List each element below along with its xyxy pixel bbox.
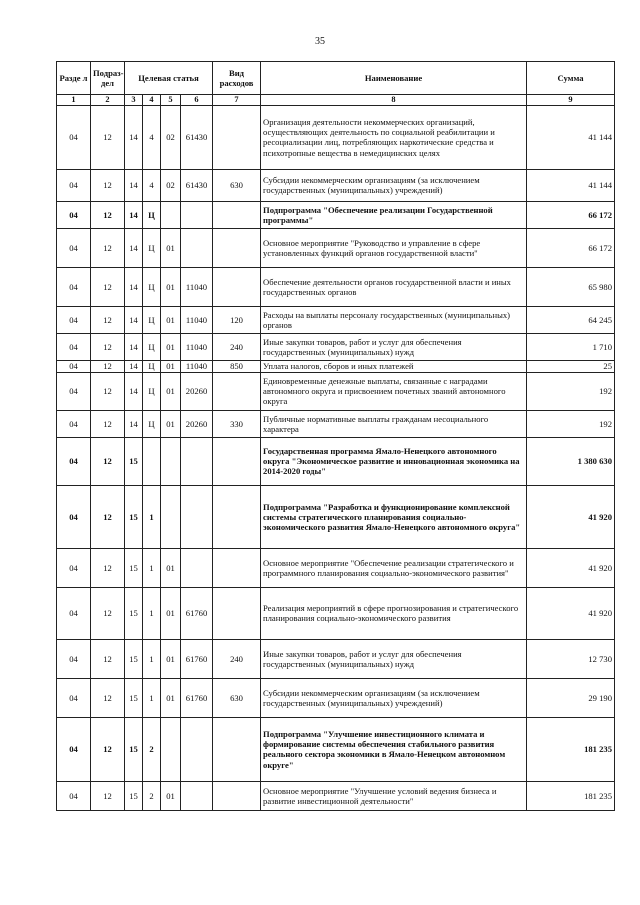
target-code-1: 15: [125, 717, 143, 781]
target-code-1: 14: [125, 306, 143, 333]
target-code-2: 1: [143, 639, 161, 678]
header-name: Наименование: [261, 62, 527, 95]
sum-cell: 41 144: [527, 169, 615, 201]
target-code-4: [181, 201, 213, 228]
target-code-1: 14: [125, 267, 143, 306]
target-code-1: 14: [125, 360, 143, 372]
sum-cell: 41 144: [527, 105, 615, 169]
column-index-row: [57, 95, 615, 106]
section-cell: 04: [57, 360, 91, 372]
target-code-1: 15: [125, 485, 143, 548]
target-code-1: 14: [125, 228, 143, 267]
target-code-1: 15: [125, 781, 143, 810]
target-code-4: 61430: [181, 169, 213, 201]
table-row: [57, 360, 615, 372]
table-row: [57, 201, 615, 228]
target-code-3: 02: [161, 105, 181, 169]
table-row: [57, 105, 615, 169]
subsection-cell: 12: [91, 306, 125, 333]
target-code-2: Ц: [143, 306, 161, 333]
sum-cell: 181 235: [527, 781, 615, 810]
target-code-4: 61760: [181, 587, 213, 639]
subsection-cell: 12: [91, 717, 125, 781]
target-code-3: 01: [161, 781, 181, 810]
expense-type-cell: 630: [213, 678, 261, 717]
target-code-3: 01: [161, 228, 181, 267]
target-code-1: 14: [125, 333, 143, 360]
target-code-2: Ц: [143, 201, 161, 228]
name-cell: Государственная программа Ямало-Ненецкого автономного округа "Экономическое развитие и инновационная экономика на 2014-2020 годы": [261, 437, 527, 485]
target-code-2: 1: [143, 548, 161, 587]
subsection-cell: 12: [91, 678, 125, 717]
subsection-cell: 12: [91, 201, 125, 228]
sum-cell: 41 920: [527, 548, 615, 587]
sum-cell: 181 235: [527, 717, 615, 781]
target-code-4: 61430: [181, 105, 213, 169]
section-cell: 04: [57, 437, 91, 485]
target-code-4: 11040: [181, 306, 213, 333]
column-index: 8: [261, 95, 527, 106]
section-cell: 04: [57, 678, 91, 717]
target-code-2: Ц: [143, 360, 161, 372]
section-cell: 04: [57, 372, 91, 410]
section-cell: 04: [57, 105, 91, 169]
table-row: [57, 267, 615, 306]
section-cell: 04: [57, 485, 91, 548]
section-cell: 04: [57, 201, 91, 228]
section-cell: 04: [57, 410, 91, 437]
section-cell: 04: [57, 717, 91, 781]
table-row: [57, 437, 615, 485]
expense-type-cell: [213, 548, 261, 587]
expense-type-cell: 240: [213, 333, 261, 360]
section-cell: 04: [57, 548, 91, 587]
table-row: [57, 587, 615, 639]
name-cell: Единовременные денежные выплаты, связанные с наградами автономного округа и присвоением почетных званий автономного округа: [261, 372, 527, 410]
target-code-4: 11040: [181, 267, 213, 306]
target-code-1: 15: [125, 587, 143, 639]
expense-type-cell: [213, 781, 261, 810]
target-code-3: 01: [161, 410, 181, 437]
name-cell: Основное мероприятие "Обеспечение реализации стратегического и программного планирования социально-экономического развития": [261, 548, 527, 587]
table-row: [57, 485, 615, 548]
header-section: Разде л: [57, 62, 91, 95]
target-code-2: Ц: [143, 410, 161, 437]
table-row: [57, 333, 615, 360]
target-code-3: [161, 201, 181, 228]
table-row: [57, 548, 615, 587]
expense-type-cell: [213, 372, 261, 410]
name-cell: Основное мероприятие "Улучшение условий ведения бизнеса и развитие инвестиционной деятельности": [261, 781, 527, 810]
sum-cell: 65 980: [527, 267, 615, 306]
target-code-3: 01: [161, 333, 181, 360]
target-code-4: [181, 781, 213, 810]
name-cell: Иные закупки товаров, работ и услуг для обеспечения государственных (муниципальных) нужд: [261, 639, 527, 678]
column-index: 2: [91, 95, 125, 106]
target-code-4: 11040: [181, 360, 213, 372]
target-code-2: 1: [143, 485, 161, 548]
sum-cell: 41 920: [527, 485, 615, 548]
target-code-3: 02: [161, 169, 181, 201]
expense-type-cell: [213, 437, 261, 485]
column-index: 3: [125, 95, 143, 106]
budget-table: [56, 61, 615, 811]
table-row: [57, 169, 615, 201]
subsection-cell: 12: [91, 485, 125, 548]
sum-cell: 192: [527, 410, 615, 437]
sum-cell: 25: [527, 360, 615, 372]
target-code-1: 14: [125, 169, 143, 201]
target-code-2: 1: [143, 678, 161, 717]
table-row: [57, 410, 615, 437]
subsection-cell: 12: [91, 781, 125, 810]
section-cell: 04: [57, 228, 91, 267]
target-code-1: 15: [125, 678, 143, 717]
target-code-2: 2: [143, 781, 161, 810]
target-code-3: 01: [161, 678, 181, 717]
target-code-3: 01: [161, 548, 181, 587]
sum-cell: 64 245: [527, 306, 615, 333]
target-code-3: 01: [161, 267, 181, 306]
header-target-article: Целевая статья: [125, 62, 213, 95]
table-row: [57, 228, 615, 267]
target-code-2: 2: [143, 717, 161, 781]
target-code-3: 01: [161, 587, 181, 639]
expense-type-cell: [213, 105, 261, 169]
column-index: 5: [161, 95, 181, 106]
target-code-3: 01: [161, 639, 181, 678]
column-index: 4: [143, 95, 161, 106]
target-code-4: 61760: [181, 678, 213, 717]
expense-type-cell: 630: [213, 169, 261, 201]
expense-type-cell: 240: [213, 639, 261, 678]
target-code-2: Ц: [143, 267, 161, 306]
name-cell: Реализация мероприятий в сфере прогнозирования и стратегического планирования социально-экономического развития: [261, 587, 527, 639]
header-sum: Сумма: [527, 62, 615, 95]
target-code-2: 4: [143, 105, 161, 169]
sum-cell: 29 190: [527, 678, 615, 717]
target-code-3: [161, 485, 181, 548]
target-code-4: 61760: [181, 639, 213, 678]
subsection-cell: 12: [91, 360, 125, 372]
target-code-1: 15: [125, 437, 143, 485]
target-code-3: [161, 437, 181, 485]
target-code-3: 01: [161, 306, 181, 333]
sum-cell: 41 920: [527, 587, 615, 639]
header-expense-type: Вид расходов: [213, 62, 261, 95]
subsection-cell: 12: [91, 228, 125, 267]
target-code-1: 14: [125, 410, 143, 437]
section-cell: 04: [57, 781, 91, 810]
target-code-4: [181, 437, 213, 485]
name-cell: Иные закупки товаров, работ и услуг для обеспечения государственных (муниципальных) нужд: [261, 333, 527, 360]
table-row: [57, 717, 615, 781]
sum-cell: 1 710: [527, 333, 615, 360]
target-code-4: 20260: [181, 372, 213, 410]
sum-cell: 1 380 630: [527, 437, 615, 485]
subsection-cell: 12: [91, 105, 125, 169]
subsection-cell: 12: [91, 410, 125, 437]
expense-type-cell: [213, 201, 261, 228]
sum-cell: 12 730: [527, 639, 615, 678]
expense-type-cell: 330: [213, 410, 261, 437]
name-cell: Подпрограмма "Обеспечение реализации Государственной программы": [261, 201, 527, 228]
column-index: 7: [213, 95, 261, 106]
subsection-cell: 12: [91, 267, 125, 306]
expense-type-cell: [213, 485, 261, 548]
target-code-4: [181, 548, 213, 587]
subsection-cell: 12: [91, 548, 125, 587]
table-body: [57, 105, 615, 810]
subsection-cell: 12: [91, 639, 125, 678]
name-cell: Субсидии некоммерческим организациям (за исключением государственных (муниципальных) учреждений): [261, 169, 527, 201]
target-code-4: [181, 485, 213, 548]
sum-cell: 66 172: [527, 201, 615, 228]
subsection-cell: 12: [91, 587, 125, 639]
target-code-1: 15: [125, 548, 143, 587]
expense-type-cell: 850: [213, 360, 261, 372]
table-row: [57, 372, 615, 410]
expense-type-cell: [213, 587, 261, 639]
expense-type-cell: [213, 717, 261, 781]
header-subsection: Подраз- дел: [91, 62, 125, 95]
section-cell: 04: [57, 587, 91, 639]
section-cell: 04: [57, 267, 91, 306]
section-cell: 04: [57, 169, 91, 201]
name-cell: Обеспечение деятельности органов государственной власти и иных государственных органов: [261, 267, 527, 306]
target-code-1: 14: [125, 105, 143, 169]
subsection-cell: 12: [91, 437, 125, 485]
expense-type-cell: 120: [213, 306, 261, 333]
target-code-2: 4: [143, 169, 161, 201]
target-code-3: 01: [161, 360, 181, 372]
name-cell: Расходы на выплаты персоналу государственных (муниципальных) органов: [261, 306, 527, 333]
name-cell: Публичные нормативные выплаты гражданам несоциального характера: [261, 410, 527, 437]
name-cell: Уплата налогов, сборов и иных платежей: [261, 360, 527, 372]
column-index: 1: [57, 95, 91, 106]
table-row: [57, 306, 615, 333]
target-code-2: Ц: [143, 228, 161, 267]
target-code-4: 11040: [181, 333, 213, 360]
section-cell: 04: [57, 306, 91, 333]
expense-type-cell: [213, 228, 261, 267]
target-code-1: 15: [125, 639, 143, 678]
target-code-3: 01: [161, 372, 181, 410]
subsection-cell: 12: [91, 333, 125, 360]
target-code-2: Ц: [143, 372, 161, 410]
name-cell: Субсидии некоммерческим организациям (за исключением государственных (муниципальных) учреждений): [261, 678, 527, 717]
target-code-1: 14: [125, 201, 143, 228]
target-code-1: 14: [125, 372, 143, 410]
name-cell: Подпрограмма "Разработка и функционирование комплексной системы стратегического планирования социально-экономического развития Ямало-Ненецкого автономного округа": [261, 485, 527, 548]
sum-cell: 192: [527, 372, 615, 410]
name-cell: Основное мероприятие "Руководство и управление в сфере установленных функций органов государственной власти": [261, 228, 527, 267]
column-index: 6: [181, 95, 213, 106]
target-code-2: Ц: [143, 333, 161, 360]
target-code-3: [161, 717, 181, 781]
target-code-2: 1: [143, 587, 161, 639]
subsection-cell: 12: [91, 169, 125, 201]
target-code-4: [181, 717, 213, 781]
name-cell: Подпрограмма "Улучшение инвестиционного климата и формирование системы обеспечения стабильного развития реального сектора экономики в Ямало-Ненецком автономном округе": [261, 717, 527, 781]
section-cell: 04: [57, 333, 91, 360]
table-row: [57, 678, 615, 717]
column-index: 9: [527, 95, 615, 106]
table-row: [57, 639, 615, 678]
target-code-4: 20260: [181, 410, 213, 437]
sum-cell: 66 172: [527, 228, 615, 267]
page-number: 35: [315, 36, 325, 47]
header-row: [57, 62, 615, 95]
table-row: [57, 781, 615, 810]
expense-type-cell: [213, 267, 261, 306]
section-cell: 04: [57, 639, 91, 678]
target-code-4: [181, 228, 213, 267]
subsection-cell: 12: [91, 372, 125, 410]
target-code-2: [143, 437, 161, 485]
name-cell: Организация деятельности некоммерческих организаций, осуществляющих деятельность по социальной реабилитации и ресоциализации лиц, потребляющих наркотические средства и психотропные вещества в немедицинских целях: [261, 105, 527, 169]
